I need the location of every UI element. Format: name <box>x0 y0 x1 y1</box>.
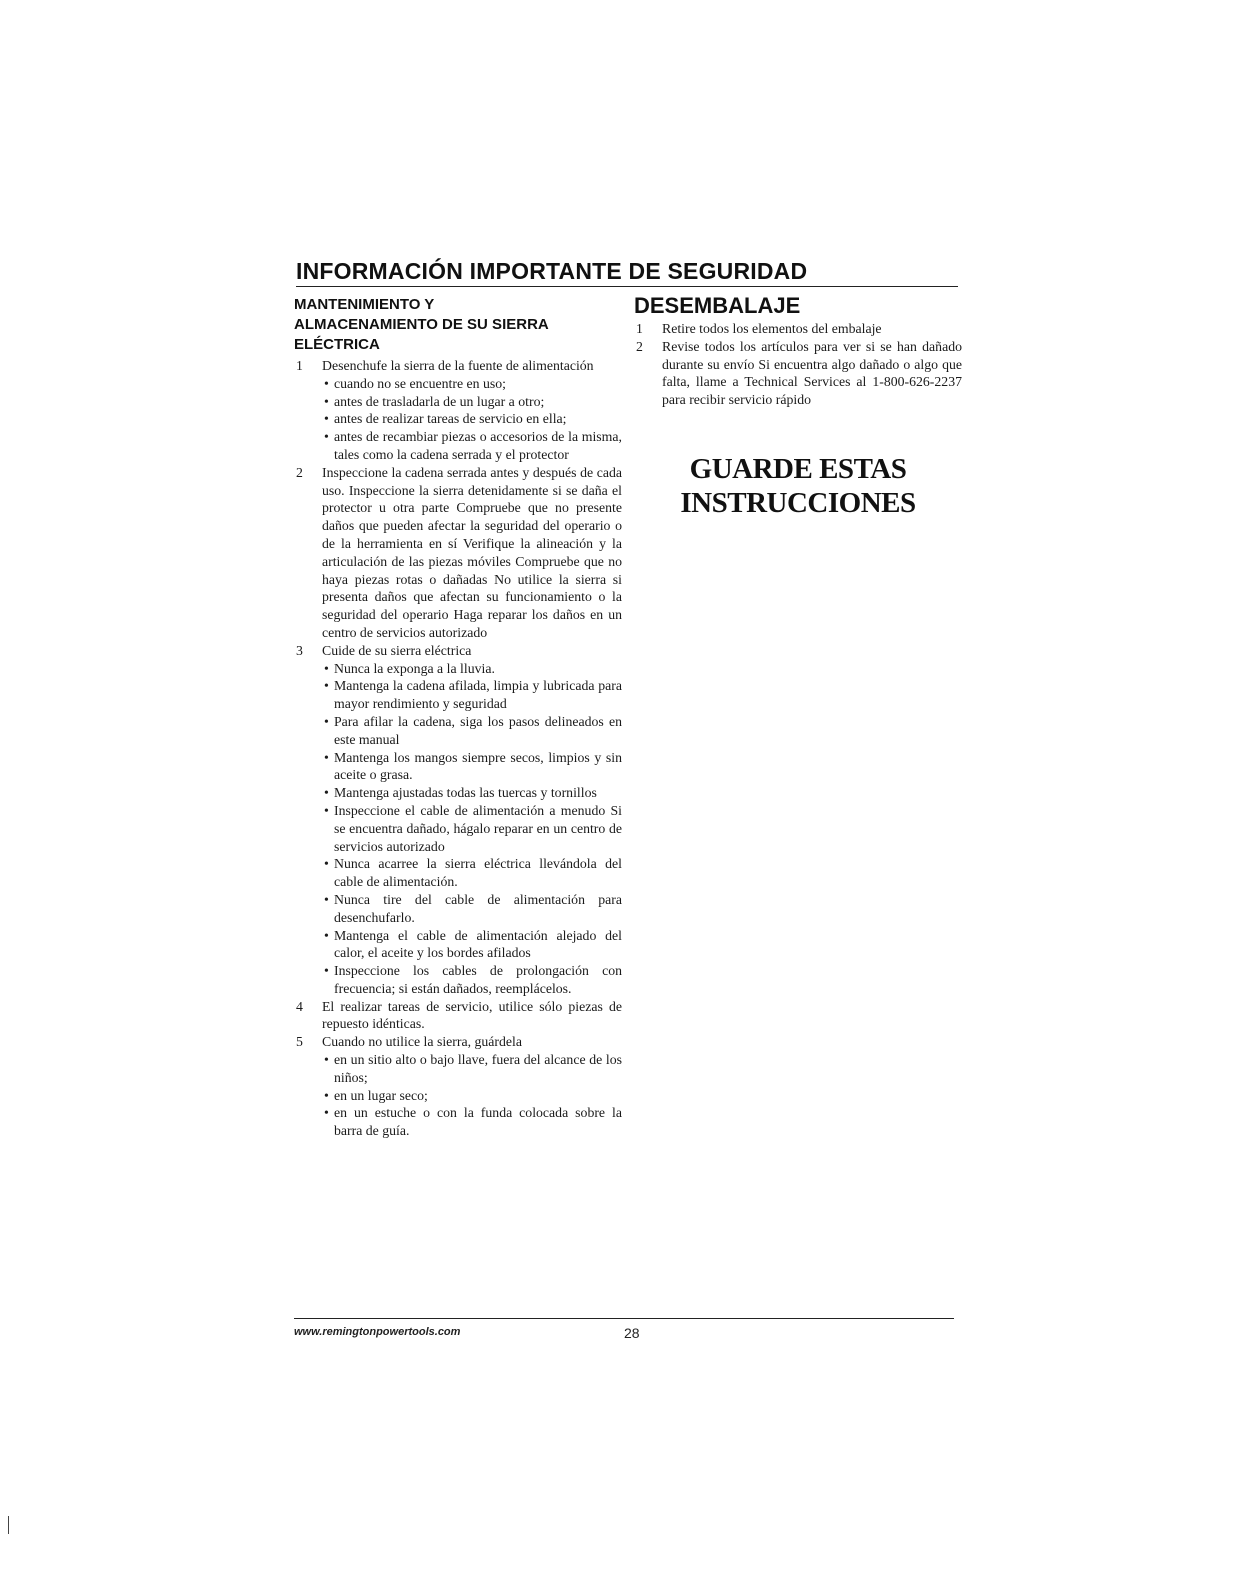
callout-line: INSTRUCCIONES <box>680 487 916 519</box>
header-rule <box>296 286 958 287</box>
list-item <box>294 642 622 998</box>
item-text: Inspeccione la cadena serrada antes y después de cada uso. Inspeccione la sierra detenidamente si se daña el protector u otra parte Compruebe que no presente daños que pueden afectar la seguridad del operario o de la herramienta en sí Verifique la alineación y la articulación de las piezas móviles Compruebe que no haya piezas rotas o dañadas No utilice la sierra si presenta daños que afectan su funcionamiento o la seguridad del operario Haga reparar los daños en un centro de servicios autorizado <box>322 464 622 640</box>
page-number: 28 <box>624 1325 640 1341</box>
item-text: El realizar tareas de servicio, utilice sólo piezas de repuesto idénticas. <box>322 998 622 1032</box>
item-text: Desenchufe la sierra de la fuente de alimentación <box>322 358 594 373</box>
bullet-item: • antes de recambiar piezas o accesorios de la misma, tales como la cadena serrada y el protector <box>324 428 622 464</box>
footer-url: www.remingtonpowertools.com <box>294 1326 461 1338</box>
bullet-item: • Mantenga el cable de alimentación alejado del calor, el aceite y los bordes afilados <box>324 927 622 963</box>
unpacking-section <box>634 294 962 409</box>
bullet-list <box>322 375 622 464</box>
item-number: 2 <box>296 464 303 480</box>
scan-edge-mark <box>8 1516 10 1534</box>
item-number: 4 <box>296 998 303 1014</box>
bullet-item: • Nunca la exponga a la lluvia. <box>324 660 622 678</box>
list-item <box>294 1033 622 1140</box>
item-number: 1 <box>636 321 643 336</box>
footer-rule <box>294 1318 954 1319</box>
bullet-item: • en un lugar seco; <box>324 1087 622 1105</box>
item-text: Revise todos los artículos para ver si se han dañado durante su envío Si encuentra algo dañado o algo que falta, llame a Technical Services al 1-800-626-2237 para recibir servicio rápido <box>662 338 962 408</box>
bullet-item: • Nunca acarree la sierra eléctrica llevándola del cable de alimentación. <box>324 855 622 891</box>
list-item <box>294 464 622 642</box>
unpacking-heading: DESEMBALAJE <box>634 293 801 318</box>
maintenance-heading-line: MANTENIMIENTO Y <box>294 296 435 313</box>
bullet-item: • Nunca tire del cable de alimentación para desenchufarlo. <box>324 891 622 927</box>
maintenance-heading-line: ELÉCTRICA <box>294 336 380 353</box>
item-text: Cuide de su sierra eléctrica <box>322 642 472 658</box>
item-number: 5 <box>296 1034 303 1050</box>
maintenance-list <box>294 357 622 1140</box>
bullet-item: • Para afilar la cadena, siga los pasos delineados en este manual <box>324 713 622 749</box>
bullet-item: • Inspeccione los cables de prolongación con frecuencia; si están dañados, reemplácelos. <box>324 962 622 998</box>
maintenance-section <box>294 295 622 1140</box>
callout-line: GUARDE ESTAS <box>689 453 907 485</box>
page-title: INFORMACIÓN IMPORTANTE DE SEGURIDAD <box>296 258 808 284</box>
list-item <box>634 320 962 338</box>
bullet-item: • cuando no se encuentre en uso; <box>324 375 622 393</box>
item-number: 3 <box>296 642 303 658</box>
bullet-item: • en un sitio alto o bajo llave, fuera del alcance de los niños; <box>324 1051 622 1087</box>
list-item <box>634 338 962 409</box>
maintenance-heading-line: ALMACENAMIENTO DE SU SIERRA <box>294 316 549 333</box>
list-item <box>294 998 622 1034</box>
bullet-item: • en un estuche o con la funda colocada sobre la barra de guía. <box>324 1104 622 1140</box>
item-text: Retire todos los elementos del embalaje <box>662 321 882 336</box>
list-item <box>294 357 622 464</box>
item-number: 2 <box>636 338 643 354</box>
bullet-list <box>322 660 622 998</box>
unpacking-list <box>634 320 962 409</box>
save-instructions-callout <box>634 452 962 520</box>
bullet-item: • Mantenga los mangos siempre secos, limpios y sin aceite o grasa. <box>324 749 622 785</box>
bullet-item: • Mantenga la cadena afilada, limpia y lubricada para mayor rendimiento y seguridad <box>324 677 622 713</box>
bullet-item: • antes de realizar tareas de servicio en ella; <box>324 410 622 428</box>
bullet-item: • Mantenga ajustadas todas las tuercas y tornillos <box>324 784 622 802</box>
bullet-list <box>322 1051 622 1140</box>
item-text: Cuando no utilice la sierra, guárdela <box>322 1034 522 1050</box>
bullet-item: • antes de trasladarla de un lugar a otro; <box>324 393 622 411</box>
bullet-item: • Inspeccione el cable de alimentación a menudo Si se encuentra dañado, hágalo reparar en un centro de servicios autorizado <box>324 802 622 855</box>
maintenance-heading <box>294 295 622 355</box>
item-number: 1 <box>296 358 303 373</box>
